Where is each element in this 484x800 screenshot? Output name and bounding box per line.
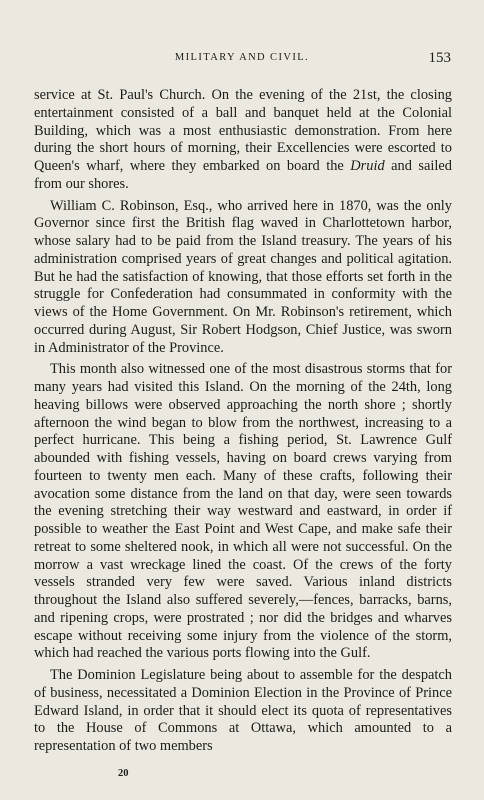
running-title: MILITARY AND CIVIL. [174, 52, 310, 63]
body-text [34, 87, 452, 760]
paragraph-3: This month also witnessed one of the most disastrous storms that for many years had visited this Island. On the morning of the 24th, long heaving billows were observed approaching the north shore ; shortly afternoon the wind began to blow from the northwest, increasing to a perfect hurricane. This being a fishing period, St. Lawrence Gulf abounded with fishing vessels, having on board crews varying from fourteen to twenty men each. Many of these crafts, following their avocation some distance from the land on that day, were seen towards the evening stretching their way westward and eastward, in order if possible to weather the East Point and West Cape, and make safe their retreat to some sheltered nook, in which all were not successful. On the morrow a vast wreckage lined the coast. Of the crews of the forty vessels stranded very few were saved. Various inland districts throughout the Island also suffered severely,—fences, barracks, barns, and ripening crops, were prostrated ; nor did the bridges and wharves escape without receiving some injury from the violence of the storm, which had reached the various ports flowing into the Gulf. [34, 361, 452, 662]
paragraph-1-text-end: and sailed from our shores. [34, 158, 452, 192]
page-number: 153 [428, 50, 451, 66]
signature-mark: 20 [118, 768, 129, 779]
paragraph-4: The Dominion Legislature being about to assemble for the despatch of business, necessitated a Dominion Election in the Province of Prince Edward Island, in order that it should elect its quota of representatives to the House of Commons at Ottawa, which amounted to a representation of two members [34, 667, 452, 754]
paragraph-1 [34, 87, 452, 194]
ship-name: Druid [350, 158, 385, 174]
running-head [0, 50, 484, 70]
paragraph-2: William C. Robinson, Esq., who arrived here in 1870, was the only Governor since first the British flag waved in Charlottetown harbor, whose salary had to be paid from the Island treasury. The years of his administration comprised years of great changes and political agitation. But he had the satisfaction of knowing, that those efforts set forth in the struggle for Confederation had consummated in conformity with the views of the Home Government. On Mr. Robinson's retirement, which occurred during August, Sir Robert Hodgson, Chief Justice, was sworn in Administrator of the Province. [34, 197, 452, 356]
paragraph-1-text-start: service at St. Paul's Church. On the evening of the 21st, the closing entertainment consisted of a ball and banquet held at the Colonial Building, which was a most enthusiastic demonstration. From here during the short hours of morning, their Excellencies were escorted to Queen's wharf, where they embarked on board the [34, 87, 452, 174]
